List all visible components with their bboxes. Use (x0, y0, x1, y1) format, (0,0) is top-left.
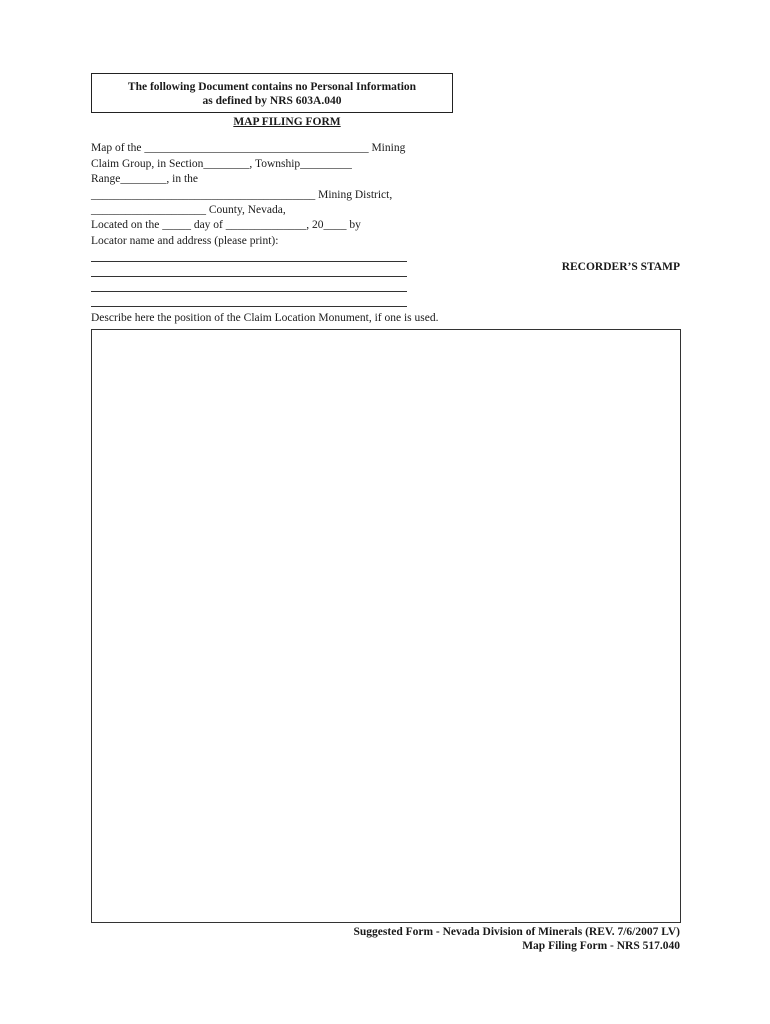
notice-line-1: The following Document contains no Personal Information (127, 81, 417, 93)
footer-line-2: Map Filing Form - NRS 517.040 (522, 940, 680, 952)
locator-address-rule-2 (91, 276, 407, 277)
map-of-line: Map of the _______________________________________ Mining (91, 142, 406, 154)
locator-address-rule-4 (91, 306, 407, 307)
monument-prompt: Describe here the position of the Claim Location Monument, if one is used. (91, 312, 439, 324)
section-township-line: Claim Group, in Section________, Township_________ (91, 158, 352, 170)
range-line: Range________, in the (91, 173, 198, 185)
personal-information-notice (91, 73, 453, 113)
locator-name-label: Locator name and address (please print): (91, 235, 279, 247)
locator-address-rule-3 (91, 291, 407, 292)
mining-district-line: _______________________________________ Mining District, (91, 189, 393, 201)
footer-line-1: Suggested Form - Nevada Division of Minerals (REV. 7/6/2007 LV) (353, 926, 680, 938)
locator-address-rule-1 (91, 261, 407, 262)
county-line: ____________________ County, Nevada, (91, 204, 286, 216)
recorders-stamp-label: RECORDER’S STAMP (561, 261, 680, 273)
form-title: MAP FILING FORM (233, 116, 341, 128)
monument-description-box (91, 329, 681, 923)
notice-line-2: as defined by NRS 603A.040 (202, 95, 342, 107)
located-on-line: Located on the _____ day of ______________, 20____ by (91, 219, 361, 231)
